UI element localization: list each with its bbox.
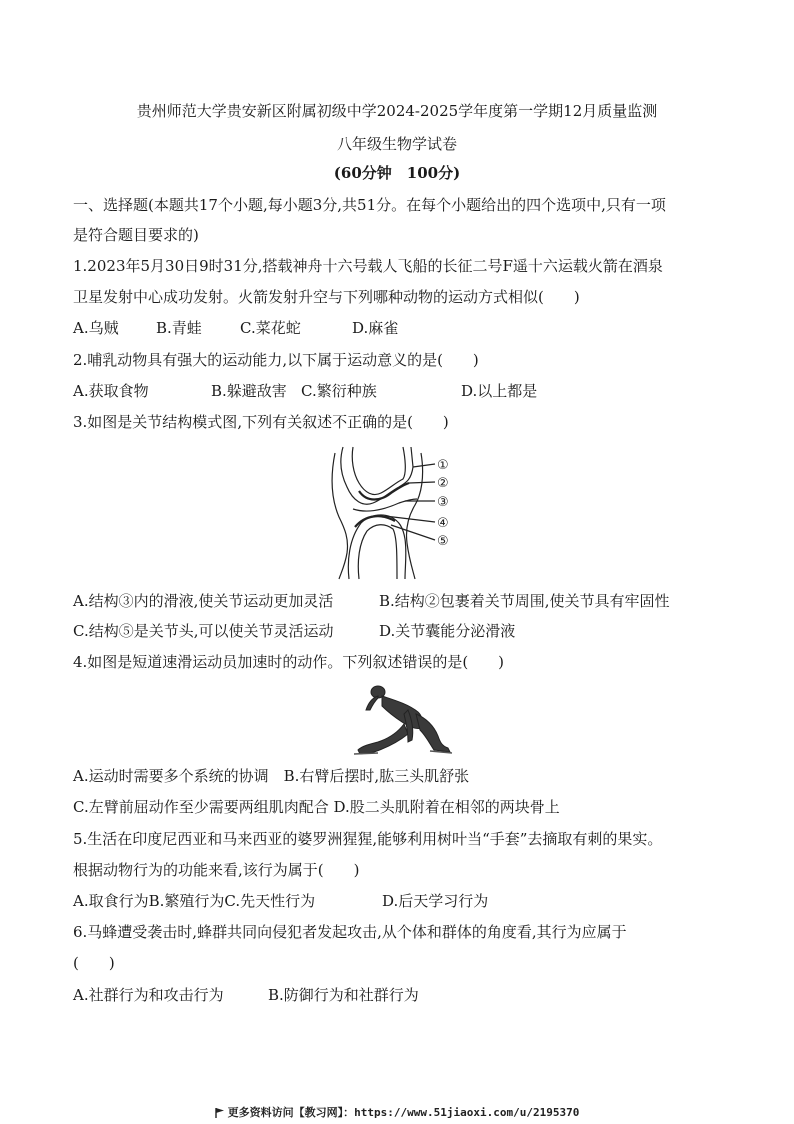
exam-title: 贵州师范大学贵安新区附属初级中学2024-2025学年度第一学期12月质量监测 [136, 102, 658, 120]
q5-stem-line-2: 根据动物行为的功能来看,该行为属于( ) [73, 861, 360, 879]
q2-option-a: A.获取食物 [73, 382, 149, 400]
q5-option-d: D.后天学习行为 [382, 892, 489, 910]
q5-stem-line-1: 5.生活在印度尼西亚和马来西亚的婆罗洲猩猩,能够利用树叶当“手套”去摘取有刺的果实。 [73, 830, 663, 848]
q3-option-b: B.结构②包裹着关节周围,使关节具有牢固性 [379, 592, 670, 610]
joint-structure-diagram [325, 443, 475, 581]
q1-stem-line-2: 卫星发射中心成功发射。火箭发射升空与下列哪种动物的运动方式相似( ) [73, 288, 580, 306]
exam-subtitle: 八年级生物学试卷 [336, 135, 457, 153]
q6-stem-line-1: 6.马蜂遭受袭击时,蜂群共同向侵犯者发起攻击,从个体和群体的角度看,其行为应属于 [73, 923, 627, 941]
q2-option-d: D.以上都是 [461, 382, 538, 400]
q4-options-ab: A.运动时需要多个系统的协调 B.右臂后摆时,肱三头肌舒张 [73, 767, 470, 785]
q6-option-b: B.防御行为和社群行为 [268, 986, 419, 1004]
q1-option-c: C.菜花蛇 [240, 319, 301, 337]
q3-option-c: C.结构⑤是关节头,可以使关节灵活运动 [73, 622, 334, 640]
q2-option-c: C.繁衍种族 [301, 382, 377, 400]
q1-stem-line-1: 1.2023年5月30日9时31分,搭载神舟十六号载人飞船的长征二号F遥十六运载火箭在酒泉 [73, 257, 663, 275]
joint-label-3: ③ [437, 495, 449, 510]
exam-meta: (60分钟 100分) [333, 164, 461, 182]
section-intro-line-2: 是符合题目要求的) [73, 226, 199, 244]
footer-link[interactable] [0, 1104, 794, 1120]
speed-skater-image [338, 680, 454, 756]
q4-stem: 4.如图是短道速滑运动员加速时的动作。下列叙述错误的是( ) [73, 653, 505, 671]
q3-option-a: A.结构③内的滑液,使关节运动更加灵活 [73, 592, 334, 610]
q5-options-abc: A.取食行为B.繁殖行为C.先天性行为 [73, 892, 316, 910]
q6-option-a: A.社群行为和攻击行为 [73, 986, 224, 1004]
q2-stem: 2.哺乳动物具有强大的运动能力,以下属于运动意义的是( ) [73, 351, 479, 369]
footer-text: 更多资料访问【教习网】：https://www.51jiaoxi.com/u/2195370 [227, 1106, 580, 1119]
q3-stem: 3.如图是关节结构模式图,下列有关叙述不正确的是( ) [73, 413, 449, 431]
joint-label-1: ① [437, 458, 449, 473]
flag-icon [215, 1108, 224, 1118]
joint-label-4: ④ [437, 516, 449, 531]
joint-label-2: ② [437, 476, 449, 491]
q1-option-d: D.麻雀 [352, 319, 399, 337]
q1-option-a: A.乌贼 [73, 319, 119, 337]
joint-label-5: ⑤ [437, 534, 449, 549]
q6-stem-line-2: ( ) [73, 954, 115, 972]
section-intro-line-1: 一、选择题(本题共17个小题,每小题3分,共51分。在每个小题给出的四个选项中,只有一项 [73, 196, 666, 214]
q1-option-b: B.青蛙 [156, 319, 202, 337]
q2-option-b: B.躲避敌害 [211, 382, 287, 400]
q4-options-cd: C.左臂前屈动作至少需要两组肌肉配合 D.股二头肌附着在相邻的两块骨上 [73, 798, 560, 816]
q3-option-d: D.关节囊能分泌滑液 [379, 622, 516, 640]
